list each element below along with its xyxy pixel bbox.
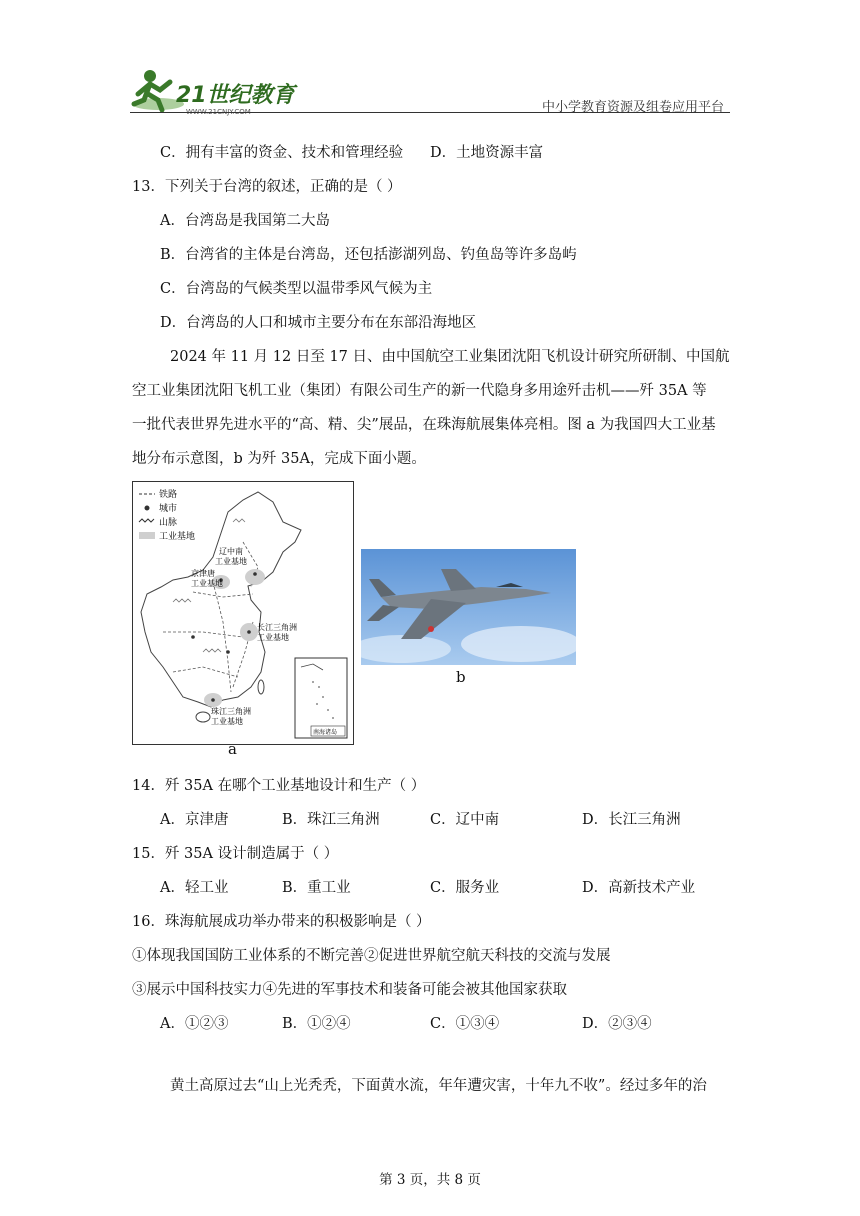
q14-option-a: A．京津唐 (160, 812, 229, 828)
industrial-base-map (132, 481, 354, 745)
label-liaozhongnan-2: 工业基地 (215, 557, 247, 566)
q16-option-c: C．①③④ (430, 1016, 500, 1032)
header-divider (130, 112, 730, 113)
next-passage: 黄土高原过去“山上光秃秃，下面黄水流，年年遭灾害，十年九不收”。经过多年的治 (170, 1078, 707, 1094)
legend-mountain: 山脉 (159, 518, 178, 528)
q15-option-b: B．重工业 (282, 880, 351, 896)
label-zhujiang: 珠江三角洲 (211, 707, 251, 716)
q16-stem: 16．珠海航展成功举办带来的积极影响是（ ） (132, 914, 431, 930)
legend-city: 城市 (159, 504, 178, 514)
q13-option-a: A．台湾岛是我国第二大岛 (160, 213, 330, 229)
q13-stem: 13．下列关于台湾的叙述，正确的是（ ） (132, 179, 402, 195)
q15-option-c: C．服务业 (430, 880, 500, 896)
label-nanhai: 南海诸岛 (313, 729, 338, 736)
passage-line-1: 2024 年 11 月 12 日至 17 日、由中国航空工业集团沈阳飞机设计研究所研制、中国航 (170, 349, 730, 365)
q12-option-c: C．拥有丰富的资金、技术和管理经验 (160, 145, 404, 161)
q15-option-d: D．高新技术产业 (582, 880, 696, 896)
q13-option-b: B．台湾省的主体是台湾岛，还包括澎湖列岛、钓鱼岛等许多岛屿 (160, 247, 577, 263)
q14-stem: 14．歼 35A 在哪个工业基地设计和生产（ ） (132, 778, 426, 794)
q14-option-b: B．珠江三角洲 (282, 812, 380, 828)
q16-option-b: B．①②④ (282, 1016, 351, 1032)
q16-option-d: D．②③④ (582, 1016, 652, 1032)
passage-line-4: 地分布示意图，b 为歼 35A，完成下面小题。 (132, 451, 426, 467)
legend-base: 工业基地 (159, 532, 196, 542)
q12-option-d: D．土地资源丰富 (430, 145, 544, 161)
label-liaozhongnan: 辽中南 (219, 547, 243, 556)
logo-text: 21世纪教育 (176, 83, 295, 108)
jet-photo (361, 549, 576, 665)
logo-url: WWW.21CNJY.COM (186, 108, 251, 116)
label-zhujiang-2: 工业基地 (211, 717, 243, 726)
label-changjiang-2: 工业基地 (257, 633, 289, 642)
q16-statement-1: ①体现我国国防工业体系的不断完善②促进世界航空航天科技的交流与发展 (132, 948, 611, 964)
page-number: 第 3 页，共 8 页 (379, 1172, 481, 1188)
label-jingjintang-2: 工业基地 (191, 579, 223, 588)
q15-option-a: A．轻工业 (160, 880, 229, 896)
q14-option-c: C．辽中南 (430, 812, 500, 828)
q15-stem: 15．歼 35A 设计制造属于（ ） (132, 846, 339, 862)
label-jingjintang: 京津唐 (191, 569, 215, 578)
q16-option-a: A．①②③ (160, 1016, 229, 1032)
q16-statement-2: ③展示中国科技实力④先进的军事技术和装备可能会被其他国家获取 (132, 982, 567, 998)
map-legend (139, 488, 195, 542)
label-changjiang: 长江三角洲 (257, 623, 297, 632)
passage-line-2: 空工业集团沈阳飞机工业（集团）有限公司生产的新一代隐身多用途歼击机——歼 35A 等 (132, 383, 707, 399)
q13-option-d: D．台湾岛的人口和城市主要分布在东部沿海地区 (160, 315, 477, 331)
legend-railway: 铁路 (159, 490, 178, 500)
q14-option-d: D．长江三角洲 (582, 812, 681, 828)
map-caption: a (228, 740, 237, 758)
passage-line-3: 一批代表世界先进水平的“高、精、尖”展品，在珠海航展集体亮相。图 a 为我国四大工业基 (132, 417, 716, 433)
q13-option-c: C．台湾岛的气候类型以温带季风气候为主 (160, 281, 433, 297)
jet-caption: b (456, 668, 466, 686)
platform-name: 中小学教育资源及组卷应用平台 (541, 100, 724, 115)
